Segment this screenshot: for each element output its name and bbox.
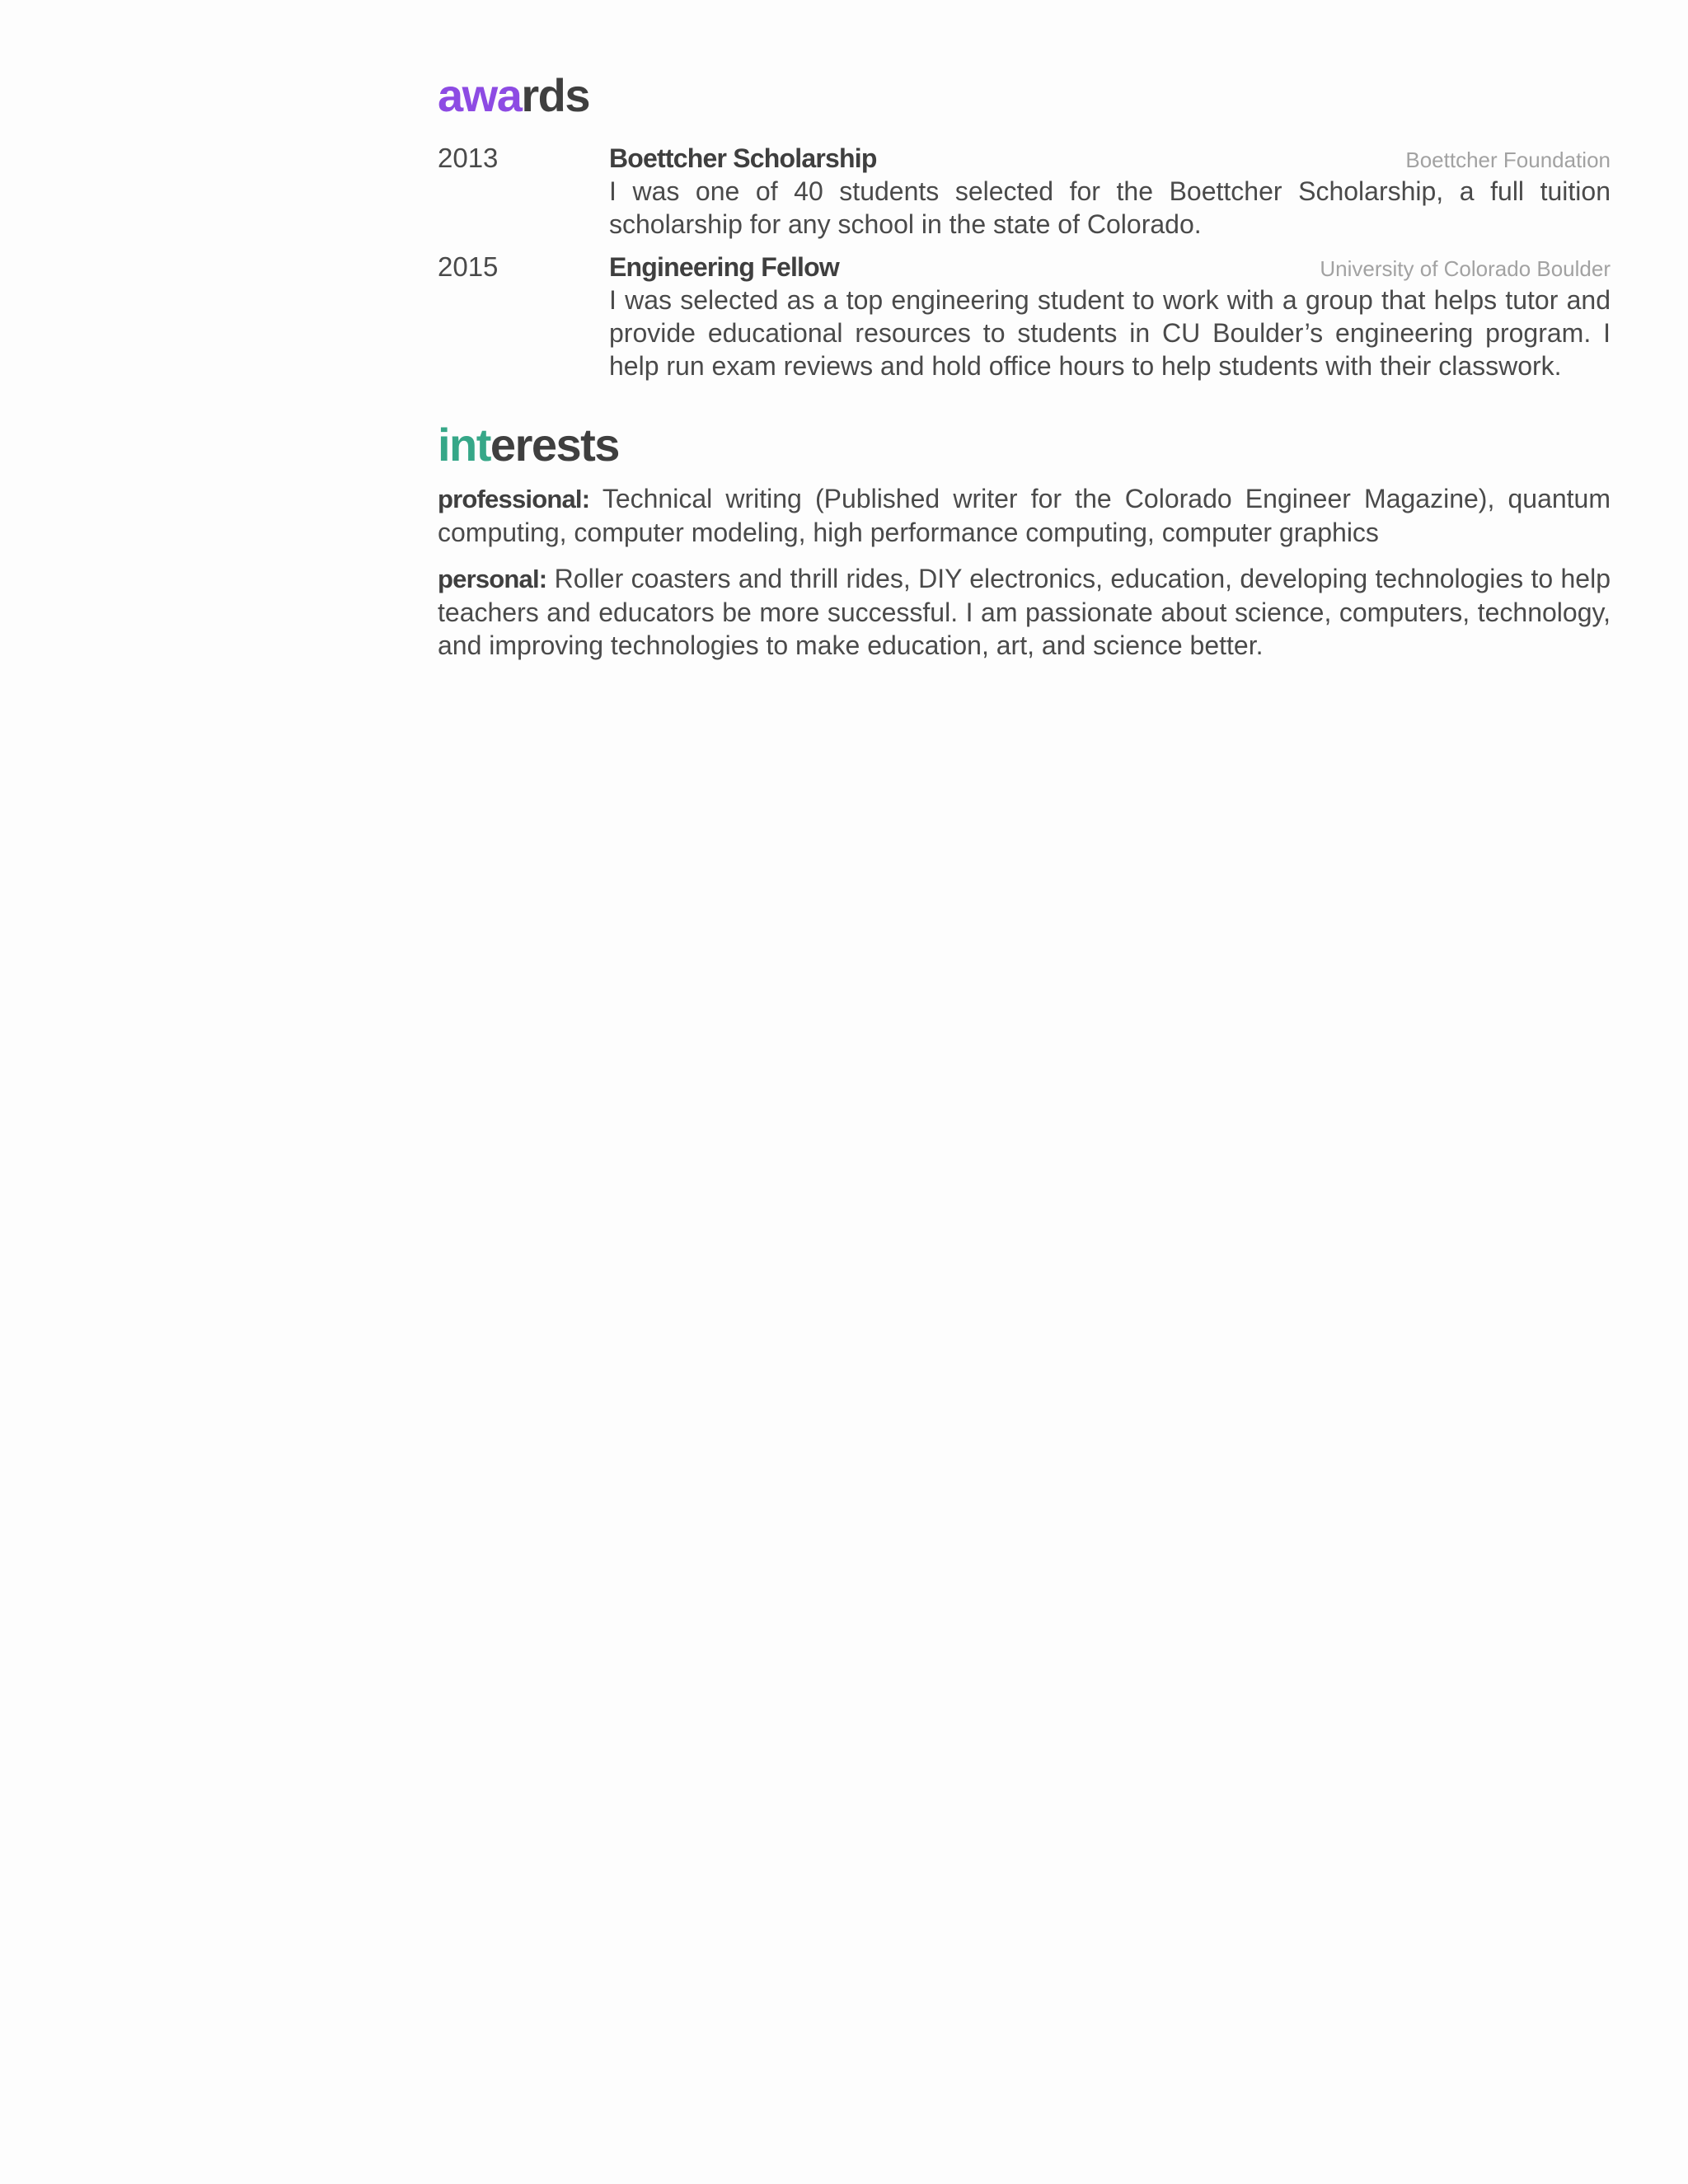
interest-professional	[438, 482, 1611, 549]
interest-personal	[438, 562, 1611, 662]
interests-heading-accent: int	[438, 419, 490, 471]
award-organization: University of Colorado Boulder	[1320, 256, 1611, 281]
award-body	[609, 251, 1611, 382]
interests-heading	[438, 419, 619, 471]
award-title: Boettcher Scholarship	[609, 143, 877, 173]
award-description: I was one of 40 students selected for the Boettcher Scholarship, a full tuition scholarship for any school in the state of Colorado.	[609, 176, 1611, 239]
award-organization: Boettcher Foundation	[1405, 148, 1611, 172]
interest-text: Roller coasters and thrill rides, DIY electronics, education, developing technologies to help teachers and educators be more successful. I am passionate about science, computers, technology, and improving technologies to make education, art, and science better.	[438, 564, 1611, 660]
interests-heading-rest: erests	[490, 419, 619, 471]
award-title: Engineering Fellow	[609, 252, 839, 282]
awards-heading-rest: rds	[521, 69, 590, 121]
interest-label: personal:	[438, 565, 547, 593]
award-header	[609, 142, 1611, 175]
award-description: I was selected as a top engineering student to work with a group that helps tutor and provide educational resources to students in CU Boulder’s engineering program. I help run exam reviews and hold office hours to help students with their classwork.	[609, 285, 1611, 381]
awards-heading	[438, 69, 590, 121]
award-year: 2015	[438, 251, 499, 282]
award-header	[609, 251, 1611, 284]
award-body	[609, 142, 1611, 241]
award-year: 2013	[438, 143, 499, 173]
interest-label: professional:	[438, 485, 590, 513]
awards-heading-accent: awa	[438, 69, 522, 121]
interest-text: Technical writing (Published writer for the Colorado Engineer Magazine), quantum computing, computer modeling, high performance computing, computer graphics	[438, 484, 1611, 547]
